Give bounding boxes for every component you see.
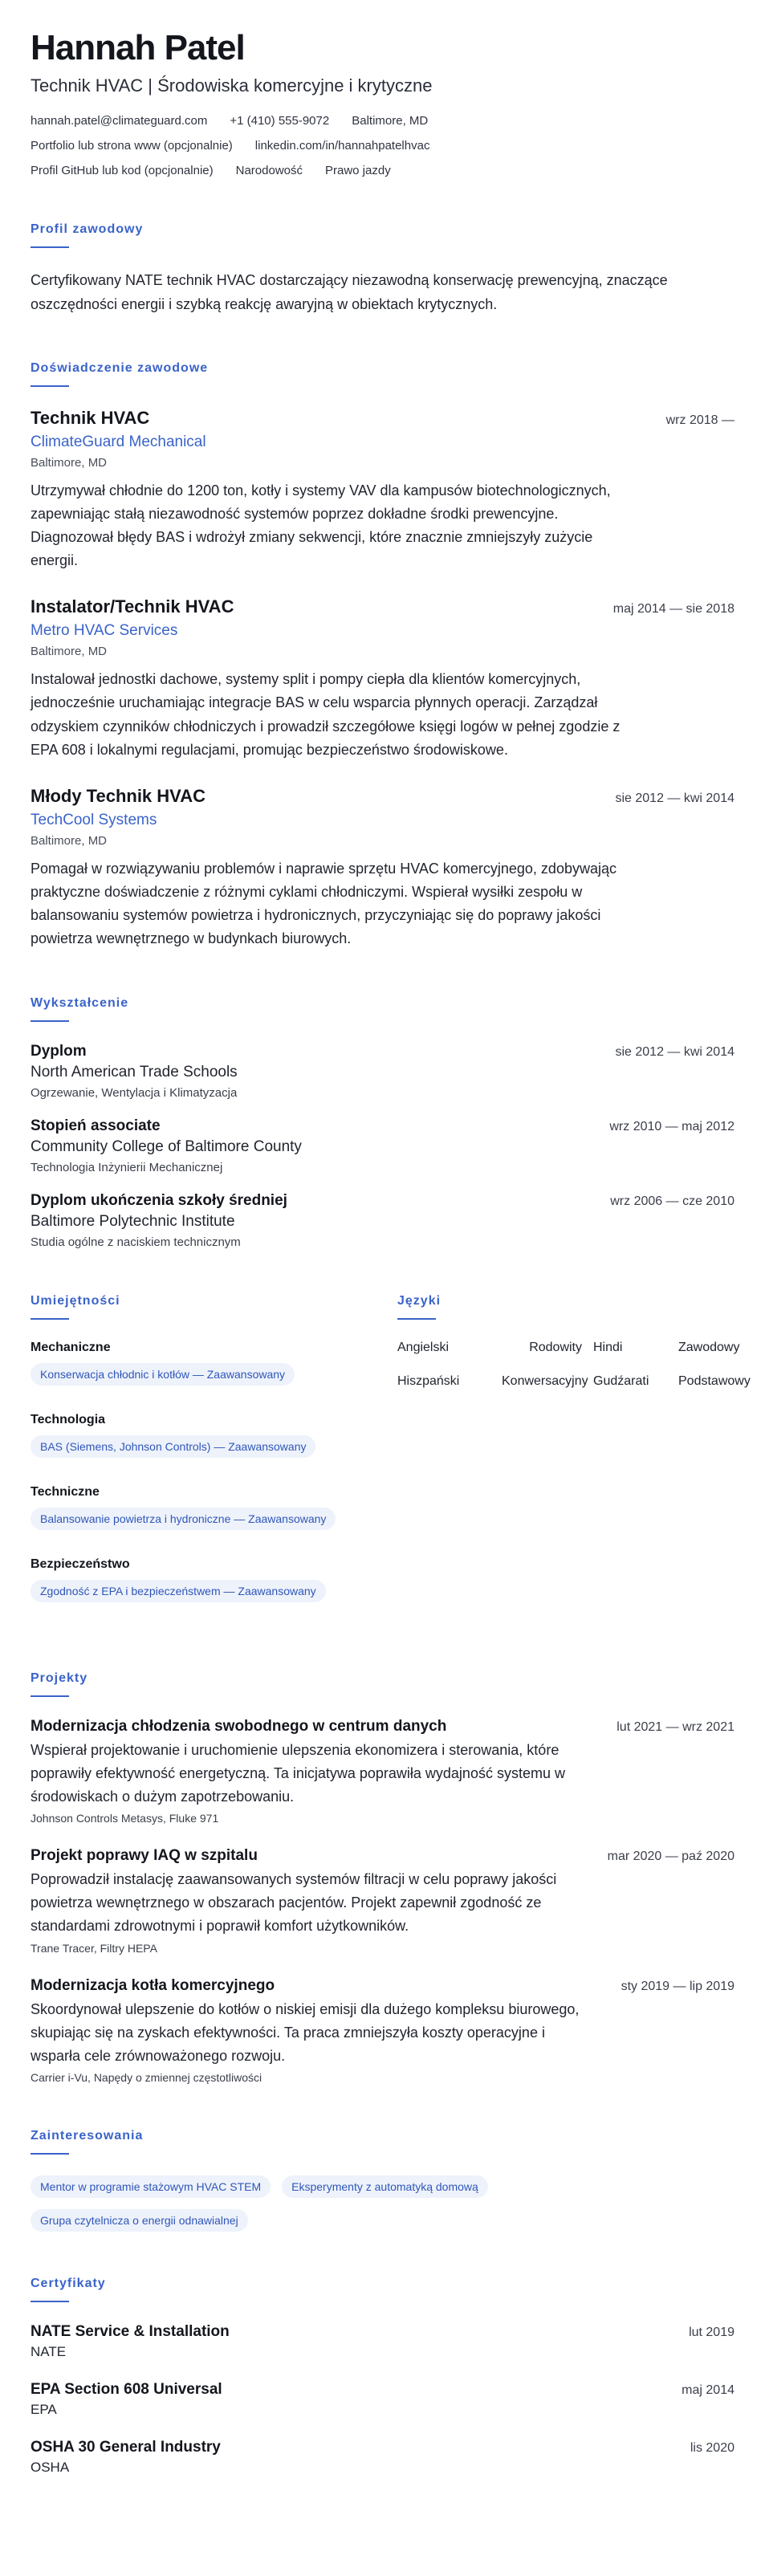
certificate-name: OSHA 30 General Industry bbox=[31, 2438, 221, 2456]
skill-category: Mechaniczne bbox=[31, 1340, 111, 1354]
education-section bbox=[31, 996, 734, 1249]
education-school: Community College of Baltimore County bbox=[31, 1137, 302, 1155]
education-date: sie 2012 — kwi 2014 bbox=[615, 1044, 734, 1059]
project-tools: Carrier i-Vu, Napędy o zmiennej częstotliwości bbox=[31, 2070, 262, 2084]
certificate-issuer: NATE bbox=[31, 2343, 67, 2359]
education-date: wrz 2010 — maj 2012 bbox=[609, 1119, 734, 1133]
project-title: Modernizacja chłodzenia swobodnego w centrum danych bbox=[31, 1717, 447, 1735]
project-entry bbox=[31, 1847, 734, 1954]
contact-linkedin[interactable]: linkedin.com/in/hannahpatelhvac bbox=[254, 139, 430, 153]
interest-chip: Grupa czytelnicza o energii odnawialnej bbox=[31, 2209, 248, 2232]
job-description: Pomagał w rozwiązywaniu problemów i naprawie sprzętu HVAC komercyjnego, zdobywając praktyczne doświadczenie z różnymi cyklami chłodniczymi. Wspierał wysiłki zespołu w balansowaniu systemów powietrza i hydronicznych, przyczyniając się do poprawy jakości powietrza wewnętrznego w budynkach biurowych. bbox=[31, 860, 616, 947]
certificates-section bbox=[31, 2277, 734, 2476]
contact-row-2 bbox=[31, 139, 734, 153]
project-entry bbox=[31, 1977, 734, 2084]
contact-location: Baltimore, MD bbox=[352, 114, 429, 128]
interests-section bbox=[31, 2129, 734, 2232]
section-divider bbox=[31, 1318, 69, 1320]
education-field: Ogrzewanie, Wentylacja i Klimatyzacja bbox=[31, 1085, 238, 1100]
contact-nationality: Narodowość bbox=[235, 164, 303, 178]
certificate-entry bbox=[31, 2439, 734, 2476]
job-company[interactable]: TechCool Systems bbox=[31, 811, 157, 828]
certificate-name: NATE Service & Installation bbox=[31, 2322, 230, 2340]
job-entry bbox=[31, 786, 734, 951]
project-title: Projekt poprawy IAQ w szpitalu bbox=[31, 1847, 258, 1865]
job-entry bbox=[31, 596, 734, 762]
language-row bbox=[397, 1373, 751, 1389]
certificate-entry bbox=[31, 2381, 734, 2418]
job-date: sie 2012 — kwi 2014 bbox=[615, 791, 734, 805]
project-date: lut 2021 — wrz 2021 bbox=[616, 1719, 734, 1734]
section-title-projects: Projekty bbox=[31, 1671, 88, 1685]
project-title: Modernizacja kotła komercyjnego bbox=[31, 1976, 275, 1994]
skill-chip: Balansowanie powietrza i hydroniczne — Zaawansowany bbox=[31, 1508, 336, 1530]
section-title-interests: Zainteresowania bbox=[31, 2128, 144, 2143]
language-level: Konwersacyjny bbox=[502, 1373, 588, 1388]
language-name: Gudźarati bbox=[593, 1373, 649, 1388]
job-description: Instalował jednostki dachowe, systemy split i pompy ciepła dla klientów komercyjnych, jednocześnie uruchamiając integracje BAS w celu wsparcia płynnych operacji. Zarządzał odzyskiem czynników chłodniczych i prowadził szczegółowe księgi logów w pełnej zgodzie z EPA 608 i lokalnymi regulacjami, promując bezpieczeństwo środowiskowe. bbox=[31, 671, 621, 758]
language-name: Hiszpański bbox=[397, 1373, 460, 1388]
education-entry bbox=[31, 1192, 734, 1249]
skills-section bbox=[31, 1294, 381, 1626]
project-date: sty 2019 — lip 2019 bbox=[621, 1979, 734, 1993]
job-location: Baltimore, MD bbox=[31, 645, 108, 659]
certificate-entry bbox=[31, 2323, 734, 2360]
section-divider bbox=[397, 1318, 436, 1320]
profile-summary: Certyfikowany NATE technik HVAC dostarczający niezawodną konserwację prewencyjną, znaczące oszczędności energii i szybką reakcję awaryjną w obiektach krytycznych. bbox=[31, 272, 668, 312]
contact-license: Prawo jazdy bbox=[325, 164, 391, 178]
certificate-date: lis 2020 bbox=[690, 2440, 734, 2455]
language-level: Rodowity bbox=[529, 1340, 582, 1354]
candidate-headline: Technik HVAC | Środowiska komercyjne i krytyczne bbox=[31, 75, 433, 96]
section-title-education: Wykształcenie bbox=[31, 995, 129, 1010]
certificate-name: EPA Section 608 Universal bbox=[31, 2380, 222, 2398]
education-date: wrz 2006 — cze 2010 bbox=[610, 1194, 734, 1208]
project-tools: Trane Tracer, Filtry HEPA bbox=[31, 1941, 157, 1955]
project-description: Wspierał projektowanie i uruchomienie ulepszenia ekonomizera i sterowania, które poprawiły efektywność energetyczną. Ta inicjatywa poprawiła wydajność systemu w środowiskach o dużym zapotrzebowaniu. bbox=[31, 1741, 565, 1805]
section-divider bbox=[31, 385, 69, 387]
education-field: Studia ogólne z naciskiem technicznym bbox=[31, 1235, 241, 1249]
job-description: Utrzymywał chłodnie do 1200 ton, kotły i systemy VAV dla kampusów biotechnologicznych, zapewniając stałą niezawodność systemów poprzez dokładne środki prewencyjne. Diagnozował błędy BAS i wdrożył zmiany sekwencji, które znacznie zmniejszyły zużycie energii. bbox=[31, 482, 611, 569]
certificate-date: maj 2014 bbox=[682, 2383, 734, 2397]
profile-section bbox=[31, 222, 734, 315]
language-name: Angielski bbox=[397, 1340, 450, 1354]
contact-row-3 bbox=[31, 164, 734, 177]
education-school: North American Trade Schools bbox=[31, 1063, 238, 1080]
contact-github[interactable]: Profil GitHub lub kod (opcjonalnie) bbox=[31, 164, 214, 178]
skill-chip: Konserwacja chłodnic i kotłów — Zaawansowany bbox=[31, 1363, 295, 1386]
job-company[interactable]: ClimateGuard Mechanical bbox=[31, 433, 206, 450]
project-tools: Johnson Controls Metasys, Fluke 971 bbox=[31, 1812, 219, 1825]
job-title: Technik HVAC bbox=[31, 407, 150, 428]
project-entry bbox=[31, 1718, 734, 1825]
skill-category: Techniczne bbox=[31, 1484, 100, 1499]
interests-list bbox=[31, 2175, 641, 2232]
certificate-issuer: OSHA bbox=[31, 2459, 70, 2475]
section-divider bbox=[31, 1695, 69, 1697]
section-title-skills: Umiejętności bbox=[31, 1293, 120, 1308]
job-location: Baltimore, MD bbox=[31, 833, 108, 848]
skill-category: Technologia bbox=[31, 1412, 106, 1426]
skills-languages-row bbox=[31, 1293, 751, 1626]
language-level: Podstawowy bbox=[678, 1373, 751, 1388]
job-date: maj 2014 — sie 2018 bbox=[612, 602, 734, 617]
skill-category: Bezpieczeństwo bbox=[31, 1557, 130, 1571]
education-degree: Stopień associate bbox=[31, 1117, 161, 1134]
job-title: Młody Technik HVAC bbox=[31, 785, 205, 806]
language-level: Zawodowy bbox=[678, 1340, 740, 1354]
skill-chip: Zgodność z EPA i bezpieczeństwem — Zaawansowany bbox=[31, 1580, 326, 1602]
section-divider bbox=[31, 2301, 69, 2302]
section-divider bbox=[31, 246, 69, 248]
language-name: Hindi bbox=[593, 1340, 623, 1354]
section-divider bbox=[31, 2153, 69, 2155]
project-description: Skoordynował ulepszenie do kotłów o niskiej emisji dla dużego kompleksu biurowego, skupiając się na zyskach efektywności. Ta praca zmniejszyła koszty operacyjne i wsparła cele zrównoważonego rozwoju. bbox=[31, 2000, 580, 2064]
project-date: mar 2020 — paź 2020 bbox=[607, 1850, 734, 1864]
contact-email[interactable]: hannah.patel@climateguard.com bbox=[31, 114, 208, 128]
job-location: Baltimore, MD bbox=[31, 455, 108, 470]
project-description: Poprowadził instalację zaawansowanych systemów filtracji w celu poprawy jakości powietrza wewnętrznego w obszarach pacjentów. Projekt zapewnił zgodność ze standardami zdrowotnymi i poprawił komfort użytkowników. bbox=[31, 1871, 557, 1935]
section-title-profile: Profil zawodowy bbox=[31, 222, 144, 237]
section-title-certificates: Certyfikaty bbox=[31, 2276, 106, 2290]
projects-section bbox=[31, 1671, 734, 2084]
contact-row-1 bbox=[31, 114, 734, 128]
candidate-name: Hannah Patel bbox=[31, 28, 245, 67]
education-entry bbox=[31, 1117, 734, 1174]
interest-chip: Mentor w programie stażowym HVAC STEM bbox=[31, 2175, 271, 2198]
contact-phone[interactable]: +1 (410) 555-9072 bbox=[230, 114, 330, 128]
certificate-issuer: EPA bbox=[31, 2401, 57, 2417]
job-entry bbox=[31, 408, 734, 573]
job-title: Instalator/Technik HVAC bbox=[31, 596, 234, 617]
job-date: wrz 2018 — bbox=[665, 413, 734, 427]
section-title-languages: Języki bbox=[397, 1293, 442, 1308]
experience-section bbox=[31, 361, 734, 951]
education-school: Baltimore Polytechnic Institute bbox=[31, 1212, 235, 1230]
job-company[interactable]: Metro HVAC Services bbox=[31, 622, 178, 640]
section-divider bbox=[31, 1020, 69, 1022]
language-row bbox=[397, 1340, 740, 1355]
education-degree: Dyplom bbox=[31, 1042, 87, 1060]
section-title-experience: Doświadczenie zawodowe bbox=[31, 360, 209, 375]
contact-portfolio[interactable]: Portfolio lub strona www (opcjonalnie) bbox=[31, 139, 233, 153]
education-entry bbox=[31, 1043, 734, 1100]
certificate-date: lut 2019 bbox=[689, 2325, 734, 2339]
languages-section bbox=[397, 1293, 751, 1626]
education-degree: Dyplom ukończenia szkoły średniej bbox=[31, 1191, 287, 1209]
education-field: Technologia Inżynierii Mechanicznej bbox=[31, 1160, 223, 1174]
skill-chip: BAS (Siemens, Johnson Controls) — Zaawansowany bbox=[31, 1435, 315, 1458]
interest-chip: Eksperymenty z automatyką domową bbox=[282, 2175, 488, 2198]
